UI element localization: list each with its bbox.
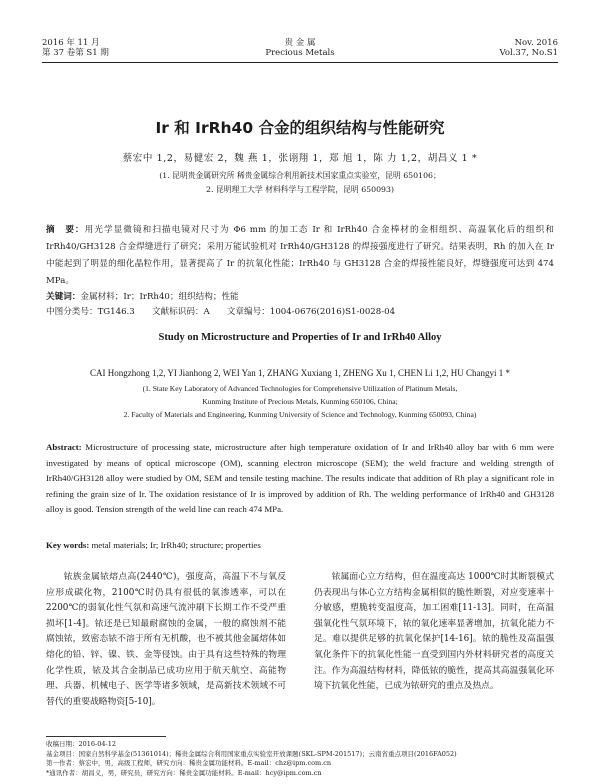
affiliation-en-3: 2. Faculty of Materials and Engineering, Kunming University of Science and Technology, Kunming 650093, China) [123,410,477,419]
authors-en: CAI Hongzhong 1,2, YI Jianhong 2, WEI Yan 1, ZHANG Xuxiang 1, ZHENG Xu 1, CHEN Li 1,2, HU Changyi 1 * [90,368,510,378]
footnotes [46,740,566,778]
keywords-cn [46,290,554,302]
authors-cn: 蔡宏中 1,2，易健宏 2，魏 燕 1，张诩翔 1，郑 旭 1，陈 力 1,2，胡昌义 1 * [122,153,478,164]
abstract-en-label: Abstract: [46,442,82,452]
abstract-en [46,440,554,518]
footnote-first-author: 第一作者：蔡宏中，男，高级工程师，研究方向：稀贵金属功能材料。E-mail：chz@ipm.com.cn [46,759,332,767]
affiliation-cn-2: 2. 昆明理工大学 材料科学与工程学院，昆明 650093) [205,185,395,194]
body-column-right: 铱属面心立方结构，但在温度高达 1000℃时其断裂模式仍表现出与体心立方结构金属相似的脆性断裂，对应变速率十分敏感，塑脆转变温度高，加工困难[11-13]。同时，在高温强氧化性气氛环境下，铱的氧化速率显著增加，抗氧化能力不足。难以提供足够的抗氧化保护[14-16]。铱的脆性及高温强氧化条件下的抗氧化性能一直受到国内外材料研究者的高度关注。作为高温结构材料，降低铱的脆性，提高其高温强氧化环境下抗氧化性能，已成为铱研究的重点及热点。 [314,572,554,692]
abstract-en-text: Microstructure of processing state, microstructure after high temperature oxidation of Ir and IrRh40 alloy bar with 6 mm were investigated by means of optical microscope (OM), scanning electron microscope (SEM); the weld fracture and welding strength of IrRh40/GH3128 alloy were studied by OM, SEM and tensile testing machine. The results indicate that addition of Rh play a significant role in refining the grain size of Ir. The oxidation resistance of Ir is improved by addition of Rh. The welding performance of IrRh40 and GH3128 alloy is good. Tension strength of the weld line can reach 474 MPa. [46,442,555,515]
keywords-en-label: Key words: [46,540,90,550]
footnote-corresponding-author: *通讯作者：胡昌义，男，研究员，研究方向：稀贵金属功能材料。E-mail：hcy@ipm.com.cn [46,768,322,777]
journal-name-en: Precious Metals [265,48,335,58]
affiliation-en-2: Kunming Institute of Precious Metals, Kunming 650106, China; [202,397,398,406]
title-cn: Ir 和 IrRh40 合金的组织结构与性能研究 [155,119,445,137]
classification-cn: 中图分类号：TG146.3 文献标识码：A 文章编号：1004-0676(2016)S1-0028-04 [46,307,396,317]
title-en: Study on Microstructure and Properties of Ir and IrRh40 Alloy [158,332,442,343]
keywords-en-text: metal materials; Ir; IrRh40; structure; properties [91,540,261,550]
volume-issue-en: Vol.37, No.S1 [499,48,558,58]
footnote-received: 收稿日期：2016-04-12 [46,740,116,748]
journal-volume-en [500,38,558,58]
journal-name-cn: 贵 金 属 [284,38,316,48]
abstract-cn [46,222,554,290]
issue-date: 2016 年 11 月 [42,38,100,48]
affiliation-cn-1: (1. 昆明贵金属研究所 稀贵金属综合利用新技术国家重点实验室，昆明 650106； [159,171,441,180]
keywords-cn-text: 金属材料；Ir；IrRh40；组织结构；性能 [80,292,239,302]
affiliation-en-1: (1. State Key Laboratory of Advanced Technologies for Comprehensive Utilization of Platinum Metals, [142,384,458,393]
abstract-cn-text: 用光学显微镜和扫描电镜对尺寸为 Φ6 mm 的加工态 Ir 和 IrRh40 合金棒材的金相组织、高温氧化后的组织和 IrRh40/GH3128 合金焊缝进行了研究；采用万能试验机对 IrRh40/GH3128 的焊接强度进行了研究。结果表明，Rh 的加入在 Ir 中能起到了明显的细化晶粒作用，显著提高了 Ir 的抗氧化性能；IrRh40 与 GH3128 合金的焊接性能良好，焊缝强度可达到 474 MPa。 [46,225,554,286]
header-divider [42,62,558,63]
footnote-divider [46,736,166,737]
volume-issue-cn: 第 37 卷第 S1 期 [42,48,109,58]
keywords-cn-label: 关键词： [46,292,81,302]
abstract-cn-label: 摘 要： [46,225,85,235]
body-column-left: 铱族金属铱熔点高(2440℃)，强度高，高温下不与氧反应形成碳化物，2100℃时仍具有很低的氧渗透率，可以在 2200℃的弱氧化性气氛和高速气流冲刷下长期工作不受严重损坏[1-4]。铱还是已知最耐腐蚀的金属，一般的腐蚀剂不能腐蚀铱，致密态铱不溶于所有无机酸，也不被其他金属熔体如熔化的铅、锌、镍、铁、金等侵蚀。由于具有这些特殊的物理化学性质，铱及其合金制品已成功应用于航天航空、高能物理、兵器、机械电子、医学等诸多领域，是高新技术领域不可替代的重要战略物资[5-10]。 [46,572,286,707]
keywords-en [46,540,554,550]
issue-date-en: Nov. 2016 [514,38,558,48]
footnote-funding: 基金项目：国家自然科学基金(51361014)；稀贵金属综合利用国家重点实验室开放课题(SKL-SPM-201517)；云南省重点项目(2016FA052) [46,749,457,758]
